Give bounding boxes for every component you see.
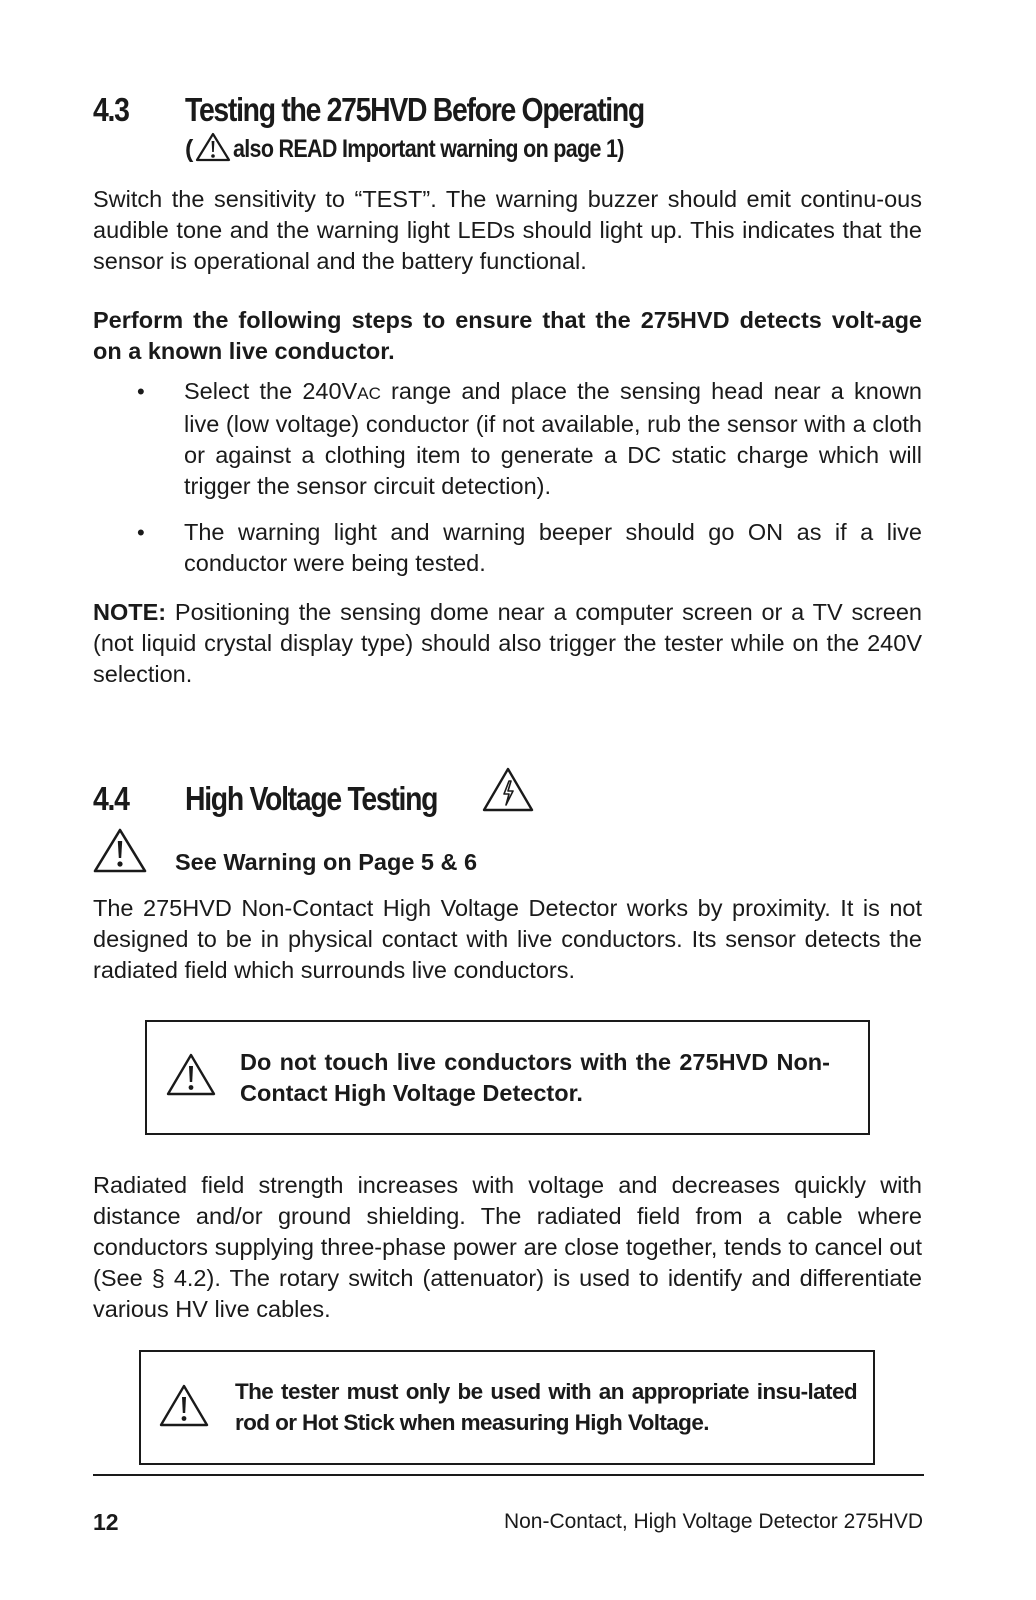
note-paragraph	[93, 597, 922, 690]
warning-reference: See Warning on Page 5 & 6	[175, 849, 478, 875]
note-text: Positioning the sensing dome near a computer screen or a TV screen (not liquid crystal display type) should also trigger the tester while on the 240V selection.	[93, 599, 922, 687]
section-4-3-number: 4.3	[93, 91, 129, 128]
steps-heading: Perform the following steps to ensure that the 275HVD detects volt-age on a known live conductor.	[93, 307, 922, 364]
bullet-1-text-post: range and place the sensing head near a known live (low voltage) conductor (if not available, rub the sensor with a cloth or against a clothing item to generate a DC static charge which will trigger the sensor circuit detection).	[184, 378, 922, 499]
bullet-dot: •	[137, 379, 145, 404]
warning-box-text: Do not touch live conductors with the 275HVD Non-Contact High Voltage Detector.	[240, 1049, 830, 1106]
section-4-3-intro: Switch the sensitivity to “TEST”. The warning buzzer should emit continu-ous audible tone and the warning light LEDs should light up. This indicates that the sensor is operational and the battery functional.	[93, 186, 922, 274]
warning-triangle-icon	[159, 1384, 209, 1428]
bullet-dot: •	[137, 520, 145, 545]
bullet-item-1	[184, 376, 922, 502]
warning-triangle-icon	[93, 828, 147, 874]
footer-doc-title: Non-Contact, High Voltage Detector 275HVD	[503, 1510, 923, 1533]
section-4-3-subtitle	[185, 132, 688, 166]
footer-rule	[93, 1474, 924, 1476]
note-label: NOTE:	[93, 599, 167, 625]
subtitle-text: also READ Important warning on page 1)	[233, 135, 625, 163]
warning-box	[145, 1020, 870, 1135]
section-4-4-intro: The 275HVD Non-Contact High Voltage Detector works by proximity. It is not designed to be in physical contact with live conductors. Its sensor detects the radiated field which surrounds live conductors.	[93, 895, 922, 983]
warning-box	[139, 1350, 875, 1465]
bullet-1-unit-ac: AC	[357, 384, 381, 403]
warning-box-text: The tester must only be used with an appropriate insu-lated rod or Hot Stick when measuring High Voltage.	[235, 1379, 857, 1435]
page-number: 12	[93, 1509, 119, 1535]
warning-triangle-icon	[166, 1053, 216, 1097]
section-4-3-title: Testing the 275HVD Before Operating	[185, 91, 644, 128]
bullet-1-text-pre: Select the 240V	[184, 378, 358, 404]
subtitle-open-paren: (	[185, 135, 194, 163]
section-4-4-body: Radiated field strength increases with voltage and decreases quickly with distance and/or ground shielding. The radiated field from a cable where conductors supplying three-phase power are close together, tends to cancel out (See § 4.2). The rotary switch (attenuator) is used to identify and differentiate various HV live cables.	[93, 1172, 922, 1322]
high-voltage-triangle-icon	[482, 767, 534, 813]
warning-triangle-icon	[195, 132, 231, 162]
bullet-item-2: The warning light and warning beeper should go ON as if a live conductor were being tested.	[184, 519, 922, 576]
section-4-4-title: High Voltage Testing	[185, 780, 438, 817]
section-4-4-number: 4.4	[93, 780, 129, 817]
